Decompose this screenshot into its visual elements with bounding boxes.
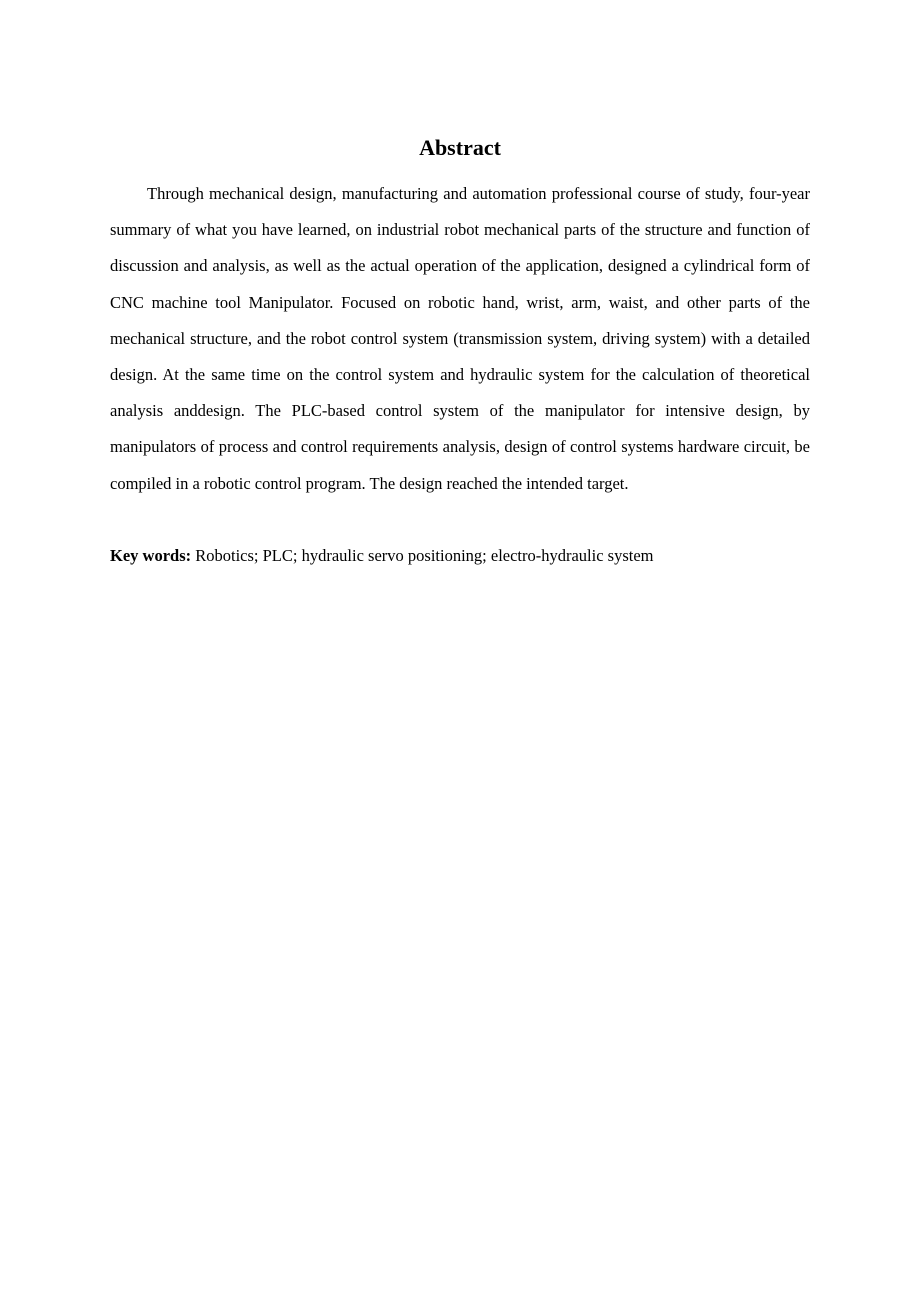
abstract-page xyxy=(110,132,810,574)
keywords-line xyxy=(110,538,810,574)
keywords-label: Key words: xyxy=(110,545,192,565)
keywords-list: Robotics; PLC; hydraulic servo positioning; electro-hydraulic system xyxy=(191,545,654,565)
abstract-title: Abstract xyxy=(419,135,501,160)
abstract-paragraph: Through mechanical design, manufacturing and automation professional course of study, four-year summary of what you have learned, on industrial robot mechanical parts of the structure and function of discussion and analysis, as well as the actual operation of the application, designed a cylindrical form of CNC machine tool Manipulator. Focused on robotic hand, wrist, arm, waist, and other parts of the mechanical structure, and the robot control system (transmission system, driving system) with a detailed design. At the same time on the control system and hydraulic system for the calculation of theoretical analysis anddesign. The PLC-based control system of the manipulator for intensive design, by manipulators of process and control requirements analysis, design of control systems hardware circuit, be compiled in a robotic control program. The design reached the intended target. xyxy=(110,184,810,493)
